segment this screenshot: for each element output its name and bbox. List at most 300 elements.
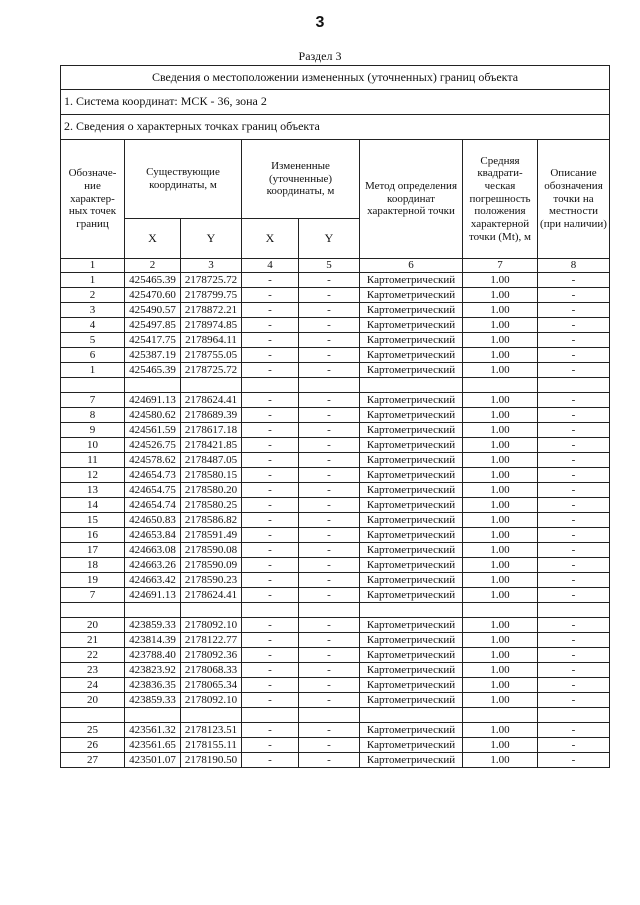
existing-x-cell: 423859.33	[125, 618, 181, 633]
table-row	[61, 618, 610, 633]
point-id-cell: 7	[61, 393, 125, 408]
existing-y-cell: 2178092.36	[181, 648, 242, 663]
column-number: 4	[242, 259, 299, 273]
error-cell: 1.00	[463, 753, 538, 768]
error-cell: 1.00	[463, 303, 538, 318]
method-cell: Картометрический	[360, 528, 463, 543]
changed-x-cell: -	[242, 663, 299, 678]
changed-y-cell: -	[299, 513, 360, 528]
method-cell: Картометрический	[360, 738, 463, 753]
table-row	[61, 738, 610, 753]
changed-x-cell: -	[242, 273, 299, 288]
table-row	[61, 438, 610, 453]
method-cell: Картометрический	[360, 333, 463, 348]
column-numbers-row	[61, 259, 610, 273]
existing-x-cell: 424691.13	[125, 588, 181, 603]
error-cell: 1.00	[463, 498, 538, 513]
error-cell: 1.00	[463, 648, 538, 663]
point-id-cell: 15	[61, 513, 125, 528]
table-row	[61, 303, 610, 318]
table-row	[61, 753, 610, 768]
error-cell: 1.00	[463, 633, 538, 648]
error-cell: 1.00	[463, 618, 538, 633]
changed-y-cell: -	[299, 333, 360, 348]
existing-y-cell: 2178586.82	[181, 513, 242, 528]
table-row	[61, 453, 610, 468]
existing-y-cell: 2178590.08	[181, 543, 242, 558]
column-number: 2	[125, 259, 181, 273]
error-cell: 1.00	[463, 273, 538, 288]
empty-cell	[463, 378, 538, 393]
point-id-cell: 3	[61, 303, 125, 318]
empty-cell	[538, 603, 610, 618]
header-existing-y: Y	[181, 219, 242, 259]
method-cell: Картометрический	[360, 633, 463, 648]
existing-y-cell: 2178092.10	[181, 618, 242, 633]
table-row	[61, 573, 610, 588]
changed-x-cell: -	[242, 303, 299, 318]
changed-y-cell: -	[299, 483, 360, 498]
table-row	[61, 648, 610, 663]
empty-cell	[181, 378, 242, 393]
changed-y-cell: -	[299, 723, 360, 738]
existing-y-cell: 2178190.50	[181, 753, 242, 768]
existing-x-cell: 423788.40	[125, 648, 181, 663]
point-id-cell: 10	[61, 438, 125, 453]
method-cell: Картометрический	[360, 678, 463, 693]
column-number: 3	[181, 259, 242, 273]
changed-x-cell: -	[242, 498, 299, 513]
table-row	[61, 273, 610, 288]
changed-y-cell: -	[299, 393, 360, 408]
existing-x-cell: 423501.07	[125, 753, 181, 768]
existing-x-cell: 425387.19	[125, 348, 181, 363]
description-cell: -	[538, 393, 610, 408]
method-cell: Картометрический	[360, 423, 463, 438]
header-changed-x: X	[242, 219, 299, 259]
changed-x-cell: -	[242, 348, 299, 363]
page-number: 3	[315, 14, 325, 31]
description-cell: -	[538, 273, 610, 288]
column-number: 6	[360, 259, 463, 273]
error-cell: 1.00	[463, 348, 538, 363]
boundary-points-table	[60, 65, 610, 768]
table-row	[61, 663, 610, 678]
description-cell: -	[538, 453, 610, 468]
table-row	[61, 723, 610, 738]
table-row	[61, 468, 610, 483]
existing-y-cell: 2178155.11	[181, 738, 242, 753]
existing-y-cell: 2178872.21	[181, 303, 242, 318]
table-row	[61, 588, 610, 603]
method-cell: Картометрический	[360, 588, 463, 603]
changed-x-cell: -	[242, 543, 299, 558]
point-id-cell: 11	[61, 453, 125, 468]
changed-x-cell: -	[242, 288, 299, 303]
changed-y-cell: -	[299, 648, 360, 663]
changed-x-cell: -	[242, 423, 299, 438]
description-cell: -	[538, 423, 610, 438]
empty-cell	[463, 603, 538, 618]
changed-y-cell: -	[299, 363, 360, 378]
point-id-cell: 19	[61, 573, 125, 588]
point-id-cell: 20	[61, 618, 125, 633]
method-cell: Картометрический	[360, 513, 463, 528]
changed-y-cell: -	[299, 588, 360, 603]
empty-cell	[538, 378, 610, 393]
changed-x-cell: -	[242, 618, 299, 633]
method-cell: Картометрический	[360, 408, 463, 423]
description-cell: -	[538, 573, 610, 588]
method-cell: Картометрический	[360, 483, 463, 498]
empty-cell	[242, 378, 299, 393]
changed-y-cell: -	[299, 303, 360, 318]
existing-y-cell: 2178591.49	[181, 528, 242, 543]
error-cell: 1.00	[463, 318, 538, 333]
header-designation: Обозначе-ние характер-ных точек границ	[61, 140, 125, 259]
section-label: Раздел 3	[298, 49, 342, 63]
changed-x-cell: -	[242, 453, 299, 468]
column-number: 5	[299, 259, 360, 273]
point-id-cell: 7	[61, 588, 125, 603]
point-id-cell: 2	[61, 288, 125, 303]
existing-x-cell: 424663.42	[125, 573, 181, 588]
existing-y-cell: 2178799.75	[181, 288, 242, 303]
existing-x-cell: 423823.92	[125, 663, 181, 678]
empty-cell	[299, 708, 360, 723]
point-id-cell: 1	[61, 363, 125, 378]
point-id-cell: 27	[61, 753, 125, 768]
table-row	[61, 678, 610, 693]
header-description: Описание обозначения точки на местности (при наличии)	[538, 140, 610, 259]
method-cell: Картометрический	[360, 273, 463, 288]
method-cell: Картометрический	[360, 348, 463, 363]
group-separator-row	[61, 603, 610, 618]
empty-cell	[181, 708, 242, 723]
method-cell: Картометрический	[360, 723, 463, 738]
existing-y-cell: 2178580.20	[181, 483, 242, 498]
changed-y-cell: -	[299, 678, 360, 693]
existing-x-cell: 425465.39	[125, 363, 181, 378]
description-cell: -	[538, 288, 610, 303]
table-row	[61, 318, 610, 333]
changed-x-cell: -	[242, 408, 299, 423]
table-row	[61, 543, 610, 558]
header-error: Средняя квадрати-ческая погрешность положения характерной точки (Mt), м	[463, 140, 538, 259]
existing-x-cell: 424650.83	[125, 513, 181, 528]
header-changed-y: Y	[299, 219, 360, 259]
empty-cell	[299, 603, 360, 618]
error-cell: 1.00	[463, 573, 538, 588]
changed-x-cell: -	[242, 723, 299, 738]
description-cell: -	[538, 753, 610, 768]
existing-x-cell: 424654.75	[125, 483, 181, 498]
error-cell: 1.00	[463, 588, 538, 603]
description-cell: -	[538, 483, 610, 498]
changed-x-cell: -	[242, 393, 299, 408]
empty-cell	[181, 603, 242, 618]
description-cell: -	[538, 663, 610, 678]
method-cell: Картометрический	[360, 663, 463, 678]
method-cell: Картометрический	[360, 618, 463, 633]
existing-x-cell: 423859.33	[125, 693, 181, 708]
changed-y-cell: -	[299, 528, 360, 543]
changed-x-cell: -	[242, 693, 299, 708]
column-number: 1	[61, 259, 125, 273]
description-cell: -	[538, 648, 610, 663]
method-cell: Картометрический	[360, 318, 463, 333]
description-cell: -	[538, 513, 610, 528]
error-cell: 1.00	[463, 423, 538, 438]
description-cell: -	[538, 618, 610, 633]
header-existing: Существующие координаты, м	[125, 140, 242, 219]
changed-y-cell: -	[299, 408, 360, 423]
method-cell: Картометрический	[360, 558, 463, 573]
error-cell: 1.00	[463, 558, 538, 573]
existing-y-cell: 2178487.05	[181, 453, 242, 468]
existing-y-cell: 2178617.18	[181, 423, 242, 438]
existing-x-cell: 424578.62	[125, 453, 181, 468]
table-row	[61, 408, 610, 423]
error-cell: 1.00	[463, 288, 538, 303]
changed-x-cell: -	[242, 588, 299, 603]
description-cell: -	[538, 738, 610, 753]
description-cell: -	[538, 558, 610, 573]
point-id-cell: 26	[61, 738, 125, 753]
changed-x-cell: -	[242, 483, 299, 498]
empty-cell	[242, 708, 299, 723]
empty-cell	[360, 378, 463, 393]
group-separator-row	[61, 378, 610, 393]
existing-x-cell: 423561.65	[125, 738, 181, 753]
existing-y-cell: 2178689.39	[181, 408, 242, 423]
method-cell: Картометрический	[360, 363, 463, 378]
description-cell: -	[538, 528, 610, 543]
existing-y-cell: 2178580.15	[181, 468, 242, 483]
empty-cell	[242, 603, 299, 618]
point-id-cell: 25	[61, 723, 125, 738]
error-cell: 1.00	[463, 468, 538, 483]
existing-x-cell: 424654.74	[125, 498, 181, 513]
changed-x-cell: -	[242, 648, 299, 663]
changed-x-cell: -	[242, 753, 299, 768]
description-cell: -	[538, 348, 610, 363]
existing-y-cell: 2178123.51	[181, 723, 242, 738]
point-id-cell: 4	[61, 318, 125, 333]
changed-x-cell: -	[242, 558, 299, 573]
error-cell: 1.00	[463, 438, 538, 453]
changed-y-cell: -	[299, 318, 360, 333]
empty-cell	[125, 603, 181, 618]
changed-x-cell: -	[242, 513, 299, 528]
description-cell: -	[538, 408, 610, 423]
changed-y-cell: -	[299, 423, 360, 438]
existing-y-cell: 2178590.09	[181, 558, 242, 573]
changed-x-cell: -	[242, 318, 299, 333]
point-id-cell: 14	[61, 498, 125, 513]
table-row	[61, 348, 610, 363]
existing-x-cell: 424580.62	[125, 408, 181, 423]
existing-y-cell: 2178755.05	[181, 348, 242, 363]
empty-cell	[463, 708, 538, 723]
group-separator-row	[61, 708, 610, 723]
changed-y-cell: -	[299, 438, 360, 453]
column-number: 8	[538, 259, 610, 273]
table-row	[61, 528, 610, 543]
empty-cell	[61, 603, 125, 618]
error-cell: 1.00	[463, 678, 538, 693]
point-id-cell: 6	[61, 348, 125, 363]
error-cell: 1.00	[463, 393, 538, 408]
existing-x-cell: 424663.26	[125, 558, 181, 573]
error-cell: 1.00	[463, 528, 538, 543]
point-id-cell: 13	[61, 483, 125, 498]
method-cell: Картометрический	[360, 468, 463, 483]
description-cell: -	[538, 678, 610, 693]
error-cell: 1.00	[463, 453, 538, 468]
column-number: 7	[463, 259, 538, 273]
existing-x-cell: 424561.59	[125, 423, 181, 438]
table-row	[61, 558, 610, 573]
existing-x-cell: 423836.35	[125, 678, 181, 693]
description-cell: -	[538, 543, 610, 558]
description-cell: -	[538, 468, 610, 483]
changed-y-cell: -	[299, 453, 360, 468]
table-row	[61, 498, 610, 513]
existing-x-cell: 425497.85	[125, 318, 181, 333]
changed-x-cell: -	[242, 333, 299, 348]
changed-y-cell: -	[299, 753, 360, 768]
error-cell: 1.00	[463, 738, 538, 753]
description-cell: -	[538, 318, 610, 333]
method-cell: Картометрический	[360, 303, 463, 318]
point-id-cell: 8	[61, 408, 125, 423]
point-id-cell: 5	[61, 333, 125, 348]
table-row	[61, 633, 610, 648]
method-cell: Картометрический	[360, 573, 463, 588]
changed-x-cell: -	[242, 633, 299, 648]
description-cell: -	[538, 693, 610, 708]
header-method: Метод определения координат характерной точки	[360, 140, 463, 259]
method-cell: Картометрический	[360, 693, 463, 708]
existing-y-cell: 2178092.10	[181, 693, 242, 708]
changed-y-cell: -	[299, 618, 360, 633]
point-id-cell: 20	[61, 693, 125, 708]
method-cell: Картометрический	[360, 288, 463, 303]
changed-y-cell: -	[299, 738, 360, 753]
table-row	[61, 693, 610, 708]
existing-x-cell: 424663.08	[125, 543, 181, 558]
table-row	[61, 363, 610, 378]
changed-x-cell: -	[242, 468, 299, 483]
description-cell: -	[538, 303, 610, 318]
method-cell: Картометрический	[360, 393, 463, 408]
empty-cell	[299, 378, 360, 393]
existing-x-cell: 424653.84	[125, 528, 181, 543]
changed-y-cell: -	[299, 633, 360, 648]
existing-x-cell: 425490.57	[125, 303, 181, 318]
existing-y-cell: 2178725.72	[181, 363, 242, 378]
method-cell: Картометрический	[360, 453, 463, 468]
changed-x-cell: -	[242, 528, 299, 543]
empty-cell	[125, 708, 181, 723]
changed-y-cell: -	[299, 498, 360, 513]
description-cell: -	[538, 363, 610, 378]
point-id-cell: 22	[61, 648, 125, 663]
changed-x-cell: -	[242, 573, 299, 588]
table-title: Сведения о местоположении измененных (уточненных) границ объекта	[61, 66, 610, 90]
method-cell: Картометрический	[360, 438, 463, 453]
changed-x-cell: -	[242, 678, 299, 693]
changed-y-cell: -	[299, 543, 360, 558]
changed-y-cell: -	[299, 468, 360, 483]
table-row	[61, 513, 610, 528]
existing-x-cell: 424526.75	[125, 438, 181, 453]
error-cell: 1.00	[463, 483, 538, 498]
description-cell: -	[538, 333, 610, 348]
existing-x-cell: 425470.60	[125, 288, 181, 303]
existing-y-cell: 2178122.77	[181, 633, 242, 648]
error-cell: 1.00	[463, 513, 538, 528]
point-id-cell: 1	[61, 273, 125, 288]
empty-cell	[61, 708, 125, 723]
point-id-cell: 18	[61, 558, 125, 573]
existing-y-cell: 2178590.23	[181, 573, 242, 588]
point-id-cell: 16	[61, 528, 125, 543]
description-cell: -	[538, 498, 610, 513]
changed-y-cell: -	[299, 573, 360, 588]
existing-y-cell: 2178065.34	[181, 678, 242, 693]
point-id-cell: 12	[61, 468, 125, 483]
coord-system-row: 1. Система координат: МСК - 36, зона 2	[61, 90, 610, 115]
point-id-cell: 23	[61, 663, 125, 678]
table-row	[61, 333, 610, 348]
existing-x-cell: 425417.75	[125, 333, 181, 348]
empty-cell	[360, 708, 463, 723]
table-row	[61, 483, 610, 498]
changed-y-cell: -	[299, 663, 360, 678]
existing-y-cell: 2178725.72	[181, 273, 242, 288]
error-cell: 1.00	[463, 333, 538, 348]
point-id-cell: 9	[61, 423, 125, 438]
error-cell: 1.00	[463, 543, 538, 558]
existing-x-cell: 425465.39	[125, 273, 181, 288]
existing-y-cell: 2178580.25	[181, 498, 242, 513]
existing-x-cell: 424691.13	[125, 393, 181, 408]
point-id-cell: 24	[61, 678, 125, 693]
existing-x-cell: 423814.39	[125, 633, 181, 648]
existing-y-cell: 2178974.85	[181, 318, 242, 333]
empty-cell	[125, 378, 181, 393]
table-row	[61, 288, 610, 303]
method-cell: Картометрический	[360, 543, 463, 558]
method-cell: Картометрический	[360, 648, 463, 663]
existing-x-cell: 424654.73	[125, 468, 181, 483]
method-cell: Картометрический	[360, 753, 463, 768]
changed-x-cell: -	[242, 738, 299, 753]
empty-cell	[61, 378, 125, 393]
changed-y-cell: -	[299, 348, 360, 363]
empty-cell	[538, 708, 610, 723]
table-row	[61, 423, 610, 438]
method-cell: Картометрический	[360, 498, 463, 513]
changed-y-cell: -	[299, 693, 360, 708]
header-changed: Измененные (уточненные) координаты, м	[242, 140, 360, 219]
changed-x-cell: -	[242, 363, 299, 378]
description-cell: -	[538, 588, 610, 603]
changed-x-cell: -	[242, 438, 299, 453]
description-cell: -	[538, 633, 610, 648]
